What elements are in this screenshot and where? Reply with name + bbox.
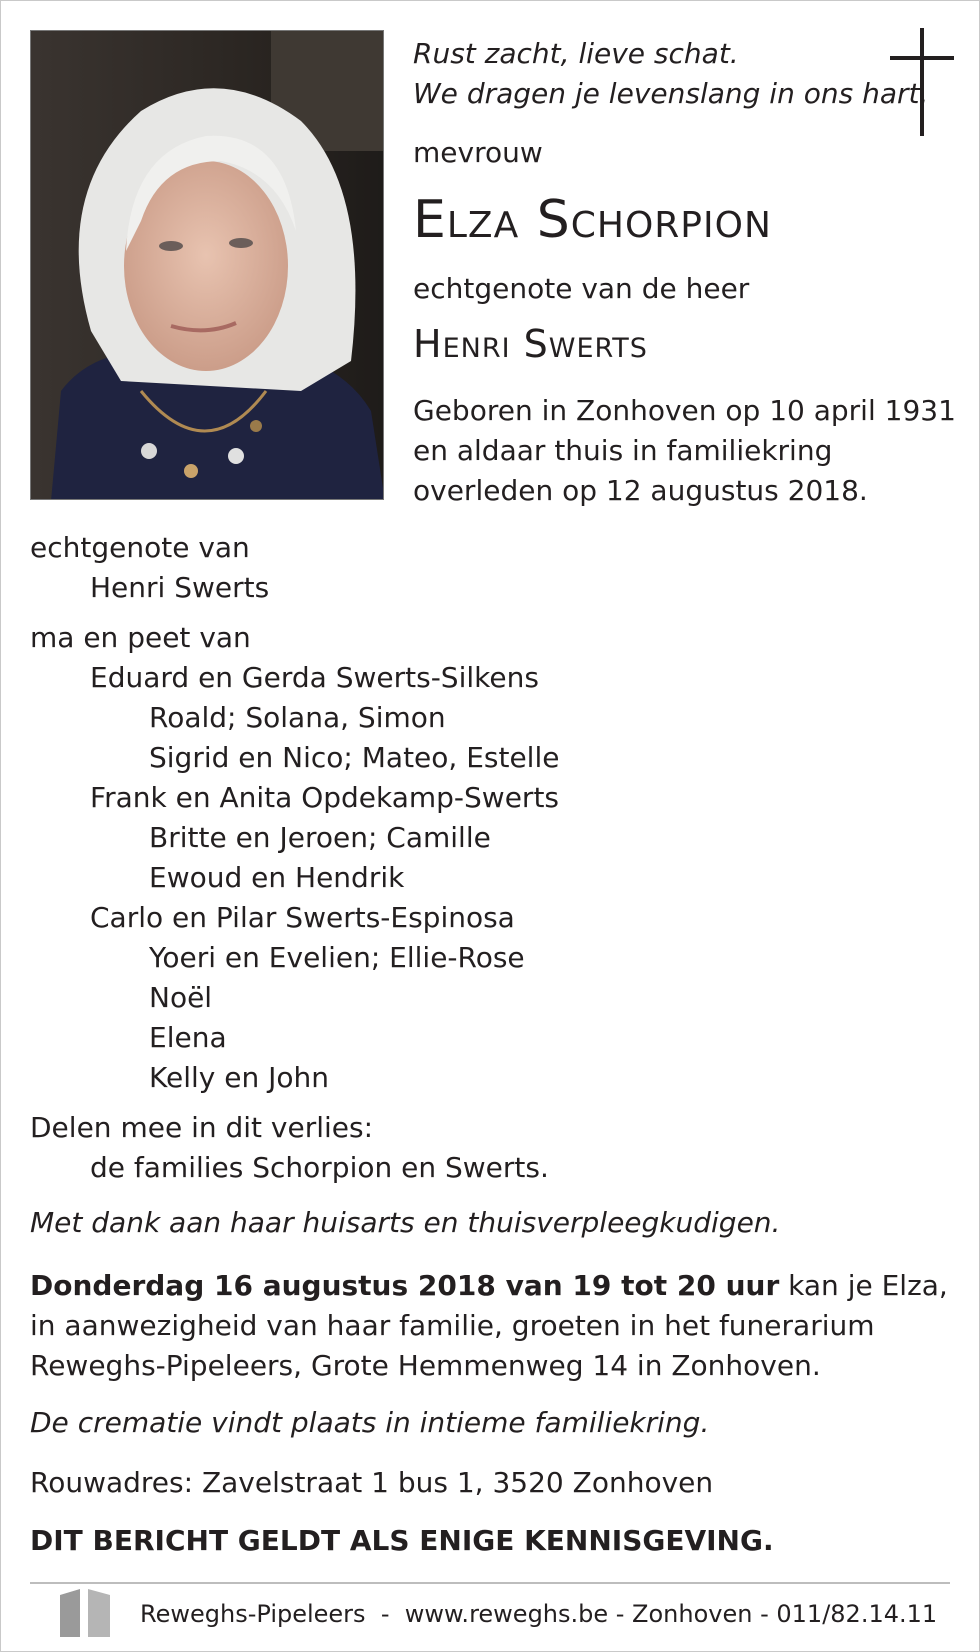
- spouse-name: Henri Swerts: [413, 322, 648, 366]
- deceased-name: Elza Schorpion: [413, 190, 772, 250]
- life-dates: [413, 391, 956, 511]
- footer-details: www.reweghs.be - Zonhoven - 011/82.14.11: [404, 1600, 938, 1628]
- grandchild-entry: Noël: [149, 981, 213, 1014]
- grandchild-entry: Roald; Solana, Simon: [149, 701, 446, 734]
- grandchild-entry: Ewoud en Hendrik: [149, 861, 405, 894]
- birth-line: Geboren in Zonhoven op 10 april 1931: [413, 394, 956, 427]
- death-line: overleden op 12 augustus 2018.: [413, 474, 868, 507]
- visitation-info: [30, 1266, 950, 1386]
- cremation-note: De crematie vindt plaats in intieme familiekring.: [30, 1406, 710, 1439]
- thanks-note: Met dank aan haar huisarts en thuisverpleegkudigen.: [30, 1206, 781, 1239]
- motto-line-1: Rust zacht, lieve schat.: [413, 37, 739, 70]
- mourning-address: Rouwadres: Zavelstraat 1 bus 1, 3520 Zonhoven: [30, 1466, 714, 1499]
- portrait-image: [31, 31, 384, 500]
- visitation-line-2: in aanwezigheid van haar familie, groeten in het funerarium: [30, 1309, 875, 1342]
- notice: DIT BERICHT GELDT ALS ENIGE KENNISGEVING.: [30, 1524, 774, 1557]
- child-entry: Frank en Anita Opdekamp-Swerts: [90, 781, 560, 814]
- funeral-home-logo-icon: [58, 1587, 112, 1639]
- footer-text: [140, 1600, 937, 1628]
- visitation-rest: kan je Elza,: [779, 1269, 948, 1302]
- visitation-line-3: Reweghs-Pipeleers, Grote Hemmenweg 14 in Zonhoven.: [30, 1349, 821, 1382]
- footer-company: Reweghs-Pipeleers: [140, 1600, 366, 1628]
- grandchild-entry: Britte en Jeroen; Camille: [149, 821, 491, 854]
- spouse-intro: echtgenote van de heer: [413, 272, 750, 305]
- motto: [413, 34, 928, 114]
- spouse-label: echtgenote van: [30, 531, 250, 564]
- child-entry: Eduard en Gerda Swerts-Silkens: [90, 661, 539, 694]
- grandchild-entry: Yoeri en Evelien; Ellie-Rose: [149, 941, 525, 974]
- footer-separator: -: [365, 1600, 405, 1628]
- share-label: Delen mee in dit verlies:: [30, 1111, 374, 1144]
- motto-line-2: We dragen je levenslang in ons hart.: [413, 77, 929, 110]
- salutation: mevrouw: [413, 136, 543, 169]
- visitation-line-1: [30, 1266, 950, 1306]
- visitation-datetime: Donderdag 16 augustus 2018 van 19 tot 20 uur: [30, 1269, 780, 1302]
- children-label: ma en peet van: [30, 621, 251, 654]
- grandchild-entry: Sigrid en Nico; Mateo, Estelle: [149, 741, 560, 774]
- share-entry: de families Schorpion en Swerts.: [90, 1151, 549, 1184]
- spouse-entry: Henri Swerts: [90, 571, 270, 604]
- child-entry: Carlo en Pilar Swerts-Espinosa: [90, 901, 515, 934]
- grandchild-entry: Kelly en John: [149, 1061, 329, 1094]
- footer-rule: [30, 1582, 950, 1584]
- grandchild-entry: Elena: [149, 1021, 227, 1054]
- family-list: [30, 528, 950, 1188]
- portrait-photo: [30, 30, 384, 500]
- place-line: en aldaar thuis in familiekring: [413, 434, 833, 467]
